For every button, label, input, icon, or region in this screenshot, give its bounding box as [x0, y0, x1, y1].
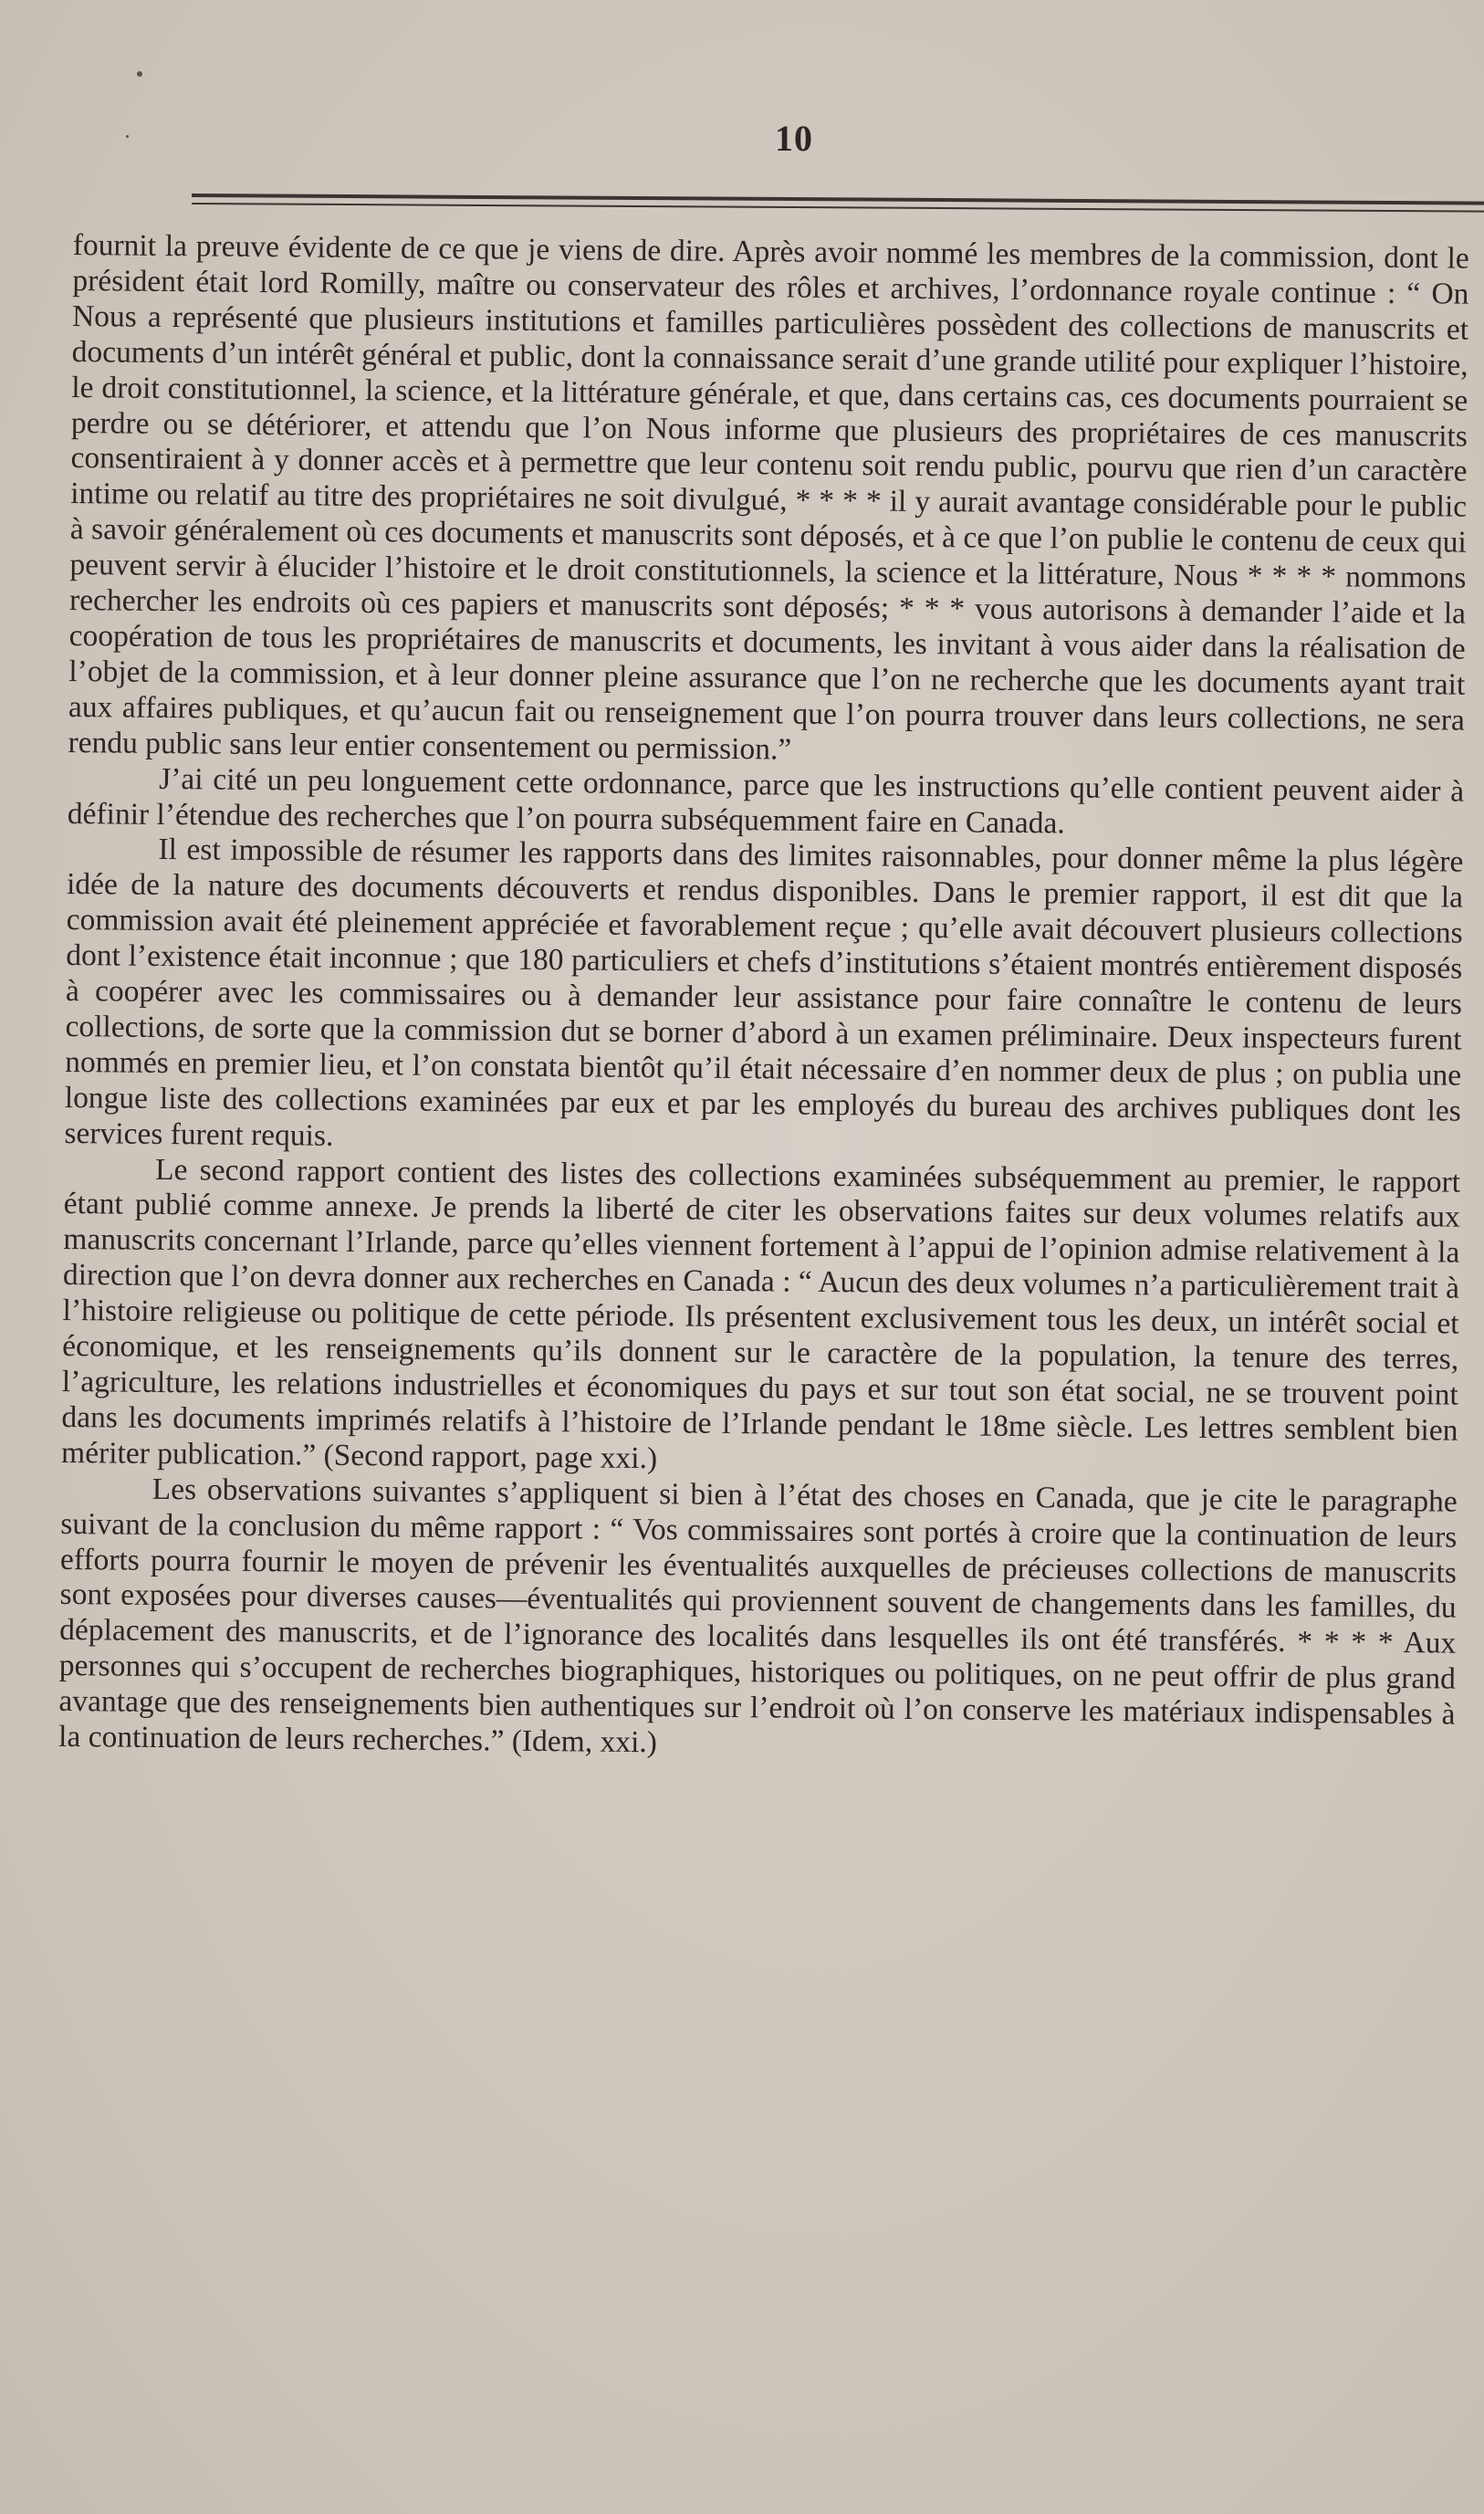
- page-number: 10: [775, 118, 813, 159]
- paragraph: J’ai cité un peu longuement cette ordonnance, parce que les instructions qu’elle contient peuvent aider à définir l’étendue des recherches que l’on pourra subséquemment faire en Canada.: [67, 761, 1465, 840]
- body-text: [58, 228, 1469, 1769]
- paragraph: Les observations suivantes s’appliquent si bien à l’état des choses en Canada, que je cite le paragraphe suivant de la conclusion du même rapport : “ Vos commissaires sont portés à croire que la continuation de leurs efforts pourra fournir le moyen de prévenir les éventualités auxquelles de précieuses collections de manuscrits sont exposées pour diverses causes—éventualités qui proviennent souvent de changements dans les familles, du déplacement des manuscrits, et de l’ignorance des localités dans lesquelles ils ont été transférés. * * * * Aux personnes qui s’occupent de recherches biographiques, historiques ou politiques, on ne peut offrir de plus grand avantage que des renseignements bien authentiques sur l’endroit où l’on conserve les matériaux indispensables à la continuation de leurs recherches.” (Idem, xxi.): [57, 1472, 1458, 1760]
- ink-speck: [137, 71, 142, 77]
- paragraph: Il est impossible de résumer les rapports dans des limites raisonnables, pour donner même la plus légère idée de la nature des documents découverts et rendus disponibles. Dans le premier rapport, il est dit que la commission avait été pleinement appréciée et favorablement reçue ; qu’elle avait découvert plusieurs collections dont l’existence était inconnue ; que 180 particuliers et chefs d’institutions s’étaient montrés entièrement disposés à coopérer avec les commissaires ou à demander leur assistance pour faire connaître le contenu de leurs collections, de sorte que la commission dut se borner d’abord à un examen préliminaire. Deux inspecteurs furent nommés en premier lieu, et l’on constata bientôt qu’il était nécessaire d’en nommer deux de plus ; on publia une longue liste des collections examinées par eux et par les employés du bureau des archives publiques dont les services furent requis.: [64, 833, 1464, 1153]
- paragraph: fournit la preuve évidente de ce que je viens de dire. Après avoir nommé les membres de la commission, dont le président était lord Romilly, maître ou conservateur des rôles et archives, l’ordonnance royale continue : “ On Nous a représenté que plusieurs institutions et familles particulières possèdent des collections de manuscrits et documents d’un intérêt général et public, dont la connaissance serait d’une grande utilité pour expliquer l’histoire, le droit constitutionnel, la science, et la littérature générale, et que, dans certains cas, ces documents pourraient se perdre ou se détériorer, et attendu que l’on Nous informe que plusieurs des propriétaires de ces manuscrits consentiraient à y donner accès et à permettre que leur contenu soit rendu public, pourvu que rien d’un caractère intime ou relatif au titre des propriétaires ne soit divulgué, * * * * il y aurait avantage considérable pour le public à savoir généralement où ces documents et manuscrits sont déposés, et à ce que l’on publie le contenu de ceux qui peuvent servir à élucider l’histoire et le droit constitutionnels, la science et la littérature, Nous * * * * nommons rechercher les endroits où ces papiers et manuscrits sont déposés; * * * vous autorisons à demander l’aide et la coopération de tous les propriétaires de manuscrits et documents, les invitant à vous aider dans la réalisation de l’objet de la commission, et à leur donner pleine assurance que l’on ne recherche que les documents ayant trait aux affaires publiques, et qu’aucun fait ou renseignement que l’on pourra trouver dans leurs collections, ne sera rendu public sans leur entier consentement ou permission.”: [68, 228, 1469, 767]
- header-rule-thin: [192, 203, 1484, 213]
- paragraph: Le second rapport contient des listes des collections examinées subséquemment au premier, le rapport étant publié comme annexe. Je prends la liberté de citer les observations faites sur deux volumes relatifs aux manuscrits concernant l’Irlande, parce qu’elles viennent fortement à l’appui de l’opinion admise relativement à la direction que l’on devra donner aux recherches en Canada : “ Aucun des deux volumes n’a particulièrement trait à l’histoire religieuse ou politique de cette période. Ils présentent exclusivement tous les deux, un intérêt social et économique, et les renseignements qu’ils donnent sur le caractère de la population, la tenure des terres, l’agriculture, les relations industrielles et économiques du pays et sur tout son état social, ne se trouvent point dans les documents imprimés relatifs à l’histoire de l’Irlande pendant le 18me siècle. Les lettres semblent bien mériter publication.” (Second rapport, page xxi.): [60, 1152, 1461, 1476]
